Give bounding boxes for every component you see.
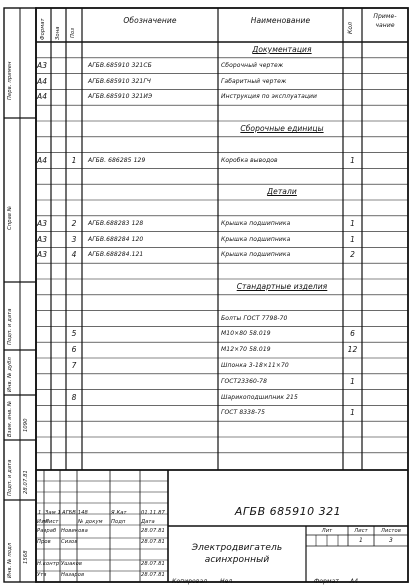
row-qty: 6	[350, 329, 355, 339]
label-list-s: Лист	[354, 528, 368, 534]
row-name: Коробка выводов	[221, 156, 278, 164]
label-list: Лист	[45, 519, 59, 525]
format-label: Формат	[314, 578, 339, 585]
label-izm: Изм	[37, 519, 48, 525]
margin-inv-podl: Инв. № подл	[7, 542, 13, 578]
stamp-person-date: 28.07.81	[141, 539, 165, 545]
row-format: А4	[37, 155, 48, 165]
row-qty: 1	[350, 376, 355, 386]
margin-inv-dubl: Инв. № дубл	[7, 357, 13, 392]
header-qty: Кол	[347, 21, 354, 34]
header-designation: Обозначение	[123, 16, 177, 25]
stamp-person-name: Ушаков	[61, 561, 83, 567]
row-qty: 12	[347, 345, 358, 355]
margin-sprav-no: Справ №	[7, 205, 13, 230]
change-date: 01.11.87	[141, 510, 165, 516]
row-pos: 4	[71, 250, 77, 260]
label-podp: Подп	[111, 519, 126, 525]
stamp-person-name: Новикова	[61, 528, 88, 534]
margin-vzam-inv: Взам. инв. №	[7, 400, 13, 437]
row-qty: 1	[350, 408, 355, 418]
row-name: Детали	[267, 187, 297, 197]
value-listov: 3	[389, 537, 393, 544]
row-pos: 5	[71, 329, 77, 339]
row-format: А4	[37, 92, 48, 102]
header-name: Наименование	[250, 16, 311, 25]
row-pos: 1	[71, 155, 77, 165]
row-pos: 7	[71, 361, 77, 370]
row-name: М12×70 58.019	[221, 346, 271, 354]
doc-code: АГБВ 685910 321	[234, 505, 342, 518]
label-listov: Листов	[381, 528, 401, 534]
margin-val-1090: 1090	[23, 418, 29, 432]
format-value: А4	[350, 578, 359, 585]
row-pos: 2	[71, 218, 77, 228]
stamp-person-date: 28.07.81	[141, 572, 165, 578]
header-format: Формат	[40, 18, 46, 40]
row-designation: АГБВ.685910 321ГЧ	[88, 77, 152, 85]
change-doc: АГБВ 148	[62, 510, 88, 516]
title-line1: Электродвигатель	[191, 543, 283, 553]
header-zone: Зона	[55, 26, 61, 40]
row-format: А4	[37, 76, 48, 86]
row-name: Сборочные единицы	[240, 124, 324, 133]
row-designation: АГБВ.685910 321ИЭ	[88, 93, 153, 101]
row-name: Стандартные изделия	[236, 282, 328, 291]
row-pos: 3	[71, 234, 77, 244]
stamp-person-role: Н.контр	[37, 561, 60, 567]
value-list: 1	[359, 537, 363, 544]
row-name: Крышка подшипника	[221, 251, 291, 259]
header-note: Приме- чание	[373, 13, 397, 29]
copied-sig: Нел	[220, 578, 233, 585]
row-designation: АГБВ.688283 128	[88, 219, 144, 227]
row-name: Документация	[252, 45, 312, 54]
row-name: ГОСТ23360-78	[221, 377, 268, 385]
row-qty: 1	[350, 218, 355, 228]
stamp-person-name: Сизов	[61, 539, 78, 545]
row-pos: 6	[71, 345, 77, 355]
row-name: Болты ГОСТ 7798-70	[221, 314, 288, 322]
margin-podp-data-1: Подп. и дата	[7, 308, 13, 345]
row-name: Шпонка 3-18×11×70	[221, 362, 289, 369]
row-format: А3	[37, 234, 48, 244]
copied-label: Копировал	[172, 578, 208, 585]
header-pos: Поз	[70, 27, 76, 38]
title-line2: асинхронный	[204, 555, 270, 565]
row-name: Габаритный чертеж	[221, 77, 287, 85]
label-lit: Лит	[321, 528, 333, 534]
margin-podp-data-2: Подп. и дата	[7, 459, 13, 496]
change-list: Зам 1	[45, 510, 61, 516]
row-name: Инструкция по эксплуатации	[221, 93, 318, 101]
margin-date-1: 28.07.81	[23, 470, 29, 494]
change-izm: 1	[38, 510, 42, 516]
row-format: А3	[37, 218, 48, 228]
row-name: М10×80 58.019	[221, 330, 271, 338]
label-doc: № докум	[78, 519, 103, 525]
margin-perv-primen: Перв. примен	[7, 61, 13, 100]
row-name: Сборочный чертеж	[221, 61, 284, 69]
row-name: Шарикоподшипник 215	[221, 393, 298, 401]
row-name: ГОСТ 8338-75	[221, 409, 266, 417]
row-qty: 1	[350, 234, 355, 244]
row-qty: 1	[350, 155, 355, 165]
stamp-person-date: 28.07.81	[141, 528, 165, 534]
row-qty: 2	[350, 250, 355, 260]
row-designation: АГБВ.685910 321СБ	[88, 61, 152, 69]
row-designation: АГБВ.688284 120	[88, 235, 144, 243]
row-format: А3	[37, 60, 48, 70]
change-podp: Я.Кат	[111, 510, 127, 516]
row-designation: АГБВ.688284.121	[88, 251, 144, 259]
stamp-person-role: Утв	[37, 572, 47, 578]
row-format: А3	[37, 250, 48, 260]
stamp-person-date: 28.07.81	[141, 561, 165, 567]
row-pos: 8	[71, 392, 77, 402]
stamp-person-name: Назаров	[61, 572, 85, 578]
row-name: Крышка подшипника	[221, 219, 291, 227]
stamp-person-role: Разраб	[37, 528, 57, 534]
row-name: Крышка подшипника	[221, 235, 291, 243]
margin-val-1568: 1568	[23, 550, 29, 564]
label-data: Дата	[141, 519, 155, 525]
row-designation: АГБВ. 686285 129	[88, 156, 146, 164]
stamp-person-role: Пров	[37, 539, 51, 545]
